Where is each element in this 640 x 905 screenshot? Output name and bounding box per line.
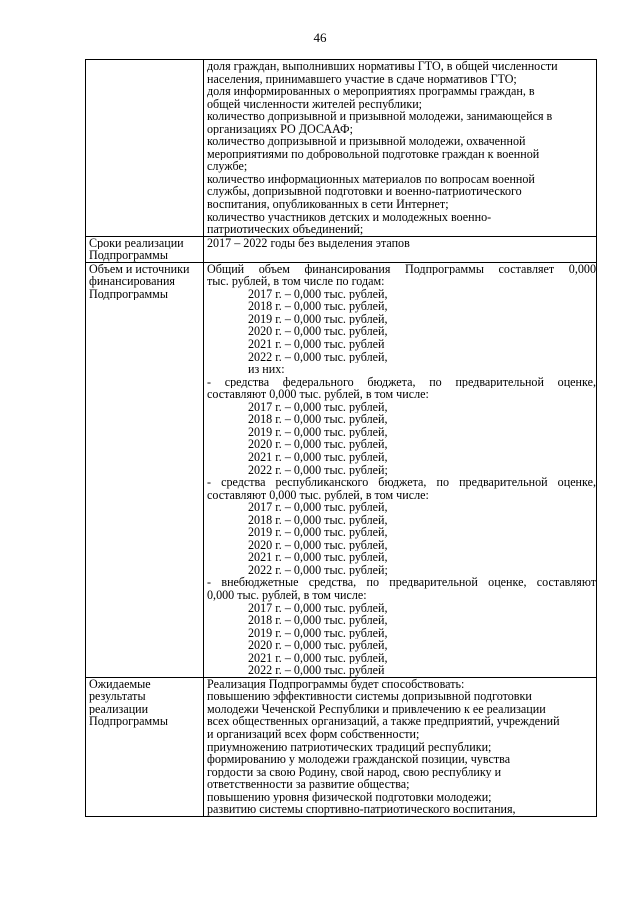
row-content-line: общей численности жителей республики; [207,97,423,111]
row-content-line: молодежи Чеченской Республики и привлечению к ее реализации [207,702,546,716]
row-label-line: Подпрограммы [89,287,168,301]
row-content-line: 2021 г. – 0,000 тыс. рублей [248,338,385,351]
row-content-line: службе; [207,160,248,173]
row-content-line: 2018 г. – 0,000 тыс. рублей, [248,513,388,527]
row-label-line: финансирования [89,275,175,288]
row-label-line: Подпрограммы [89,249,168,262]
passport-row [86,262,597,677]
passport-table-body [86,60,597,817]
row-label-line: реализации [89,702,149,716]
row-content-cell [204,262,597,677]
row-label-line: Сроки реализации [89,236,184,250]
row-content-line: 2019 г. – 0,000 тыс. рублей, [248,526,388,539]
row-content-line: количество информационных материалов по вопросам военной [207,172,535,186]
row-content-line: 2017 г. – 0,000 тыс. рублей, [248,400,388,414]
row-content-line: ответственности за развитие общества; [207,778,410,791]
row-label-cell [86,262,204,677]
row-content-line: 2021 г. – 0,000 тыс. рублей, [248,651,388,665]
page-number: 46 [313,30,327,45]
row-label-line: Ожидаемые [89,677,151,691]
row-content-line: из них: [248,363,285,376]
row-content-line: 2017 – 2022 годы без выделения этапов [207,236,410,250]
row-content-line: Реализация Подпрограммы будет способствовать: [207,677,465,691]
row-content-line: - средства федерального бюджета, по предварительной оценке, [207,375,596,389]
row-label-cell [86,677,204,816]
row-content-line: 2022 г. – 0,000 тыс. рублей; [248,563,388,577]
row-content-line: количество участников детских и молодежных военно- [207,210,492,224]
row-content-line: тыс. рублей, в том числе по годам: [207,275,385,288]
row-content-line: 0,000 тыс. рублей, в том числе: [207,588,367,602]
row-content-line: воспитания, опубликованных в сети Интернет; [207,198,449,211]
row-content-line: 2021 г. – 0,000 тыс. рублей, [248,450,388,464]
row-content-line: составляют 0,000 тыс. рублей, в том числе: [207,388,429,401]
row-content-line: доля граждан, выполнивших нормативы ГТО, в общей численности [207,60,558,73]
row-content-line: 2018 г. – 0,000 тыс. рублей, [248,413,388,426]
row-content-line: 2019 г. – 0,000 тыс. рублей, [248,425,388,439]
row-content-line: и организаций всех форм собственности; [207,727,420,741]
row-content-line: 2022 г. – 0,000 тыс. рублей, [248,350,388,364]
row-content-line: населения, принимавшего участие в сдаче нормативов ГТО; [207,72,517,86]
row-content-line: доля информированных о мероприятиях программы граждан, в [207,85,535,98]
passport-row [86,60,597,237]
row-content-line: 2018 г. – 0,000 тыс. рублей, [248,614,388,627]
passport-row [86,677,597,816]
row-content-line: 2020 г. – 0,000 тыс. рублей, [248,325,388,339]
row-content-line: патриотических объединений; [207,223,364,236]
row-content-line: 2021 г. – 0,000 тыс. рублей, [248,551,388,564]
row-content-line: 2019 г. – 0,000 тыс. рублей, [248,312,388,326]
row-label-cell [86,236,204,262]
row-content-line: - внебюджетные средства, по предварительной оценке, составляют [207,576,596,589]
row-content-line: 2019 г. – 0,000 тыс. рублей, [248,626,388,640]
row-label-line: Подпрограммы [89,715,168,728]
row-content-cell [204,60,597,237]
row-content-line: всех общественных организаций, а также предприятий, учреждений [207,715,560,728]
row-content-line: формированию у молодежи гражданской позиции, чувства [207,753,511,766]
row-content-line: количество допризывной и призывной молодежи, занимающейся в [207,110,553,123]
row-content-cell [204,236,597,262]
row-content-line: 2022 г. – 0,000 тыс. рублей [248,664,385,677]
row-label-cell [86,60,204,237]
row-content-line: 2020 г. – 0,000 тыс. рублей, [248,538,388,552]
row-content-line: 2017 г. – 0,000 тыс. рублей, [248,501,388,514]
row-content-line: повышению уровня физической подготовки молодежи; [207,790,492,804]
row-content-line: повышению эффективности системы допризывной подготовки [207,690,532,703]
row-content-line: - средства республиканского бюджета, по предварительной оценке, [207,476,596,489]
row-content-line: 2020 г. – 0,000 тыс. рублей, [248,639,388,652]
row-label-line: результаты [89,690,146,703]
row-content-line: 2017 г. – 0,000 тыс. рублей, [248,601,388,615]
row-content-line: 2022 г. – 0,000 тыс. рублей; [248,463,388,477]
row-content-line: 2018 г. – 0,000 тыс. рублей, [248,300,388,313]
row-content-cell [204,677,597,816]
row-content-line: приумножению патриотических традиций республики; [207,740,492,754]
row-content-line: 2020 г. – 0,000 тыс. рублей, [248,438,388,451]
row-content-line: службы, допризывной подготовки и военно-патриотического [207,185,522,199]
row-content-line: гордости за свою Родину, свой народ, свою республику и [207,765,502,779]
row-content-line: мероприятиями по добровольной подготовке граждан к военной [207,147,540,161]
row-content-line: количество допризывной и призывной молодежи, охваченной [207,135,526,148]
row-content-line: составляют 0,000 тыс. рублей, в том числе: [207,488,429,502]
passport-row [86,236,597,262]
row-content-line: Общий объем финансирования Подпрограммы составляет 0,000 [207,262,596,276]
row-label-line: Объем и источники [89,262,190,276]
row-content-line: 2017 г. – 0,000 тыс. рублей, [248,287,388,301]
row-content-line: развитию системы спортивно-патриотического воспитания, [207,803,516,816]
row-content-line: организациях РО ДОСААФ; [207,122,353,136]
subprogram-passport-table [85,59,597,817]
